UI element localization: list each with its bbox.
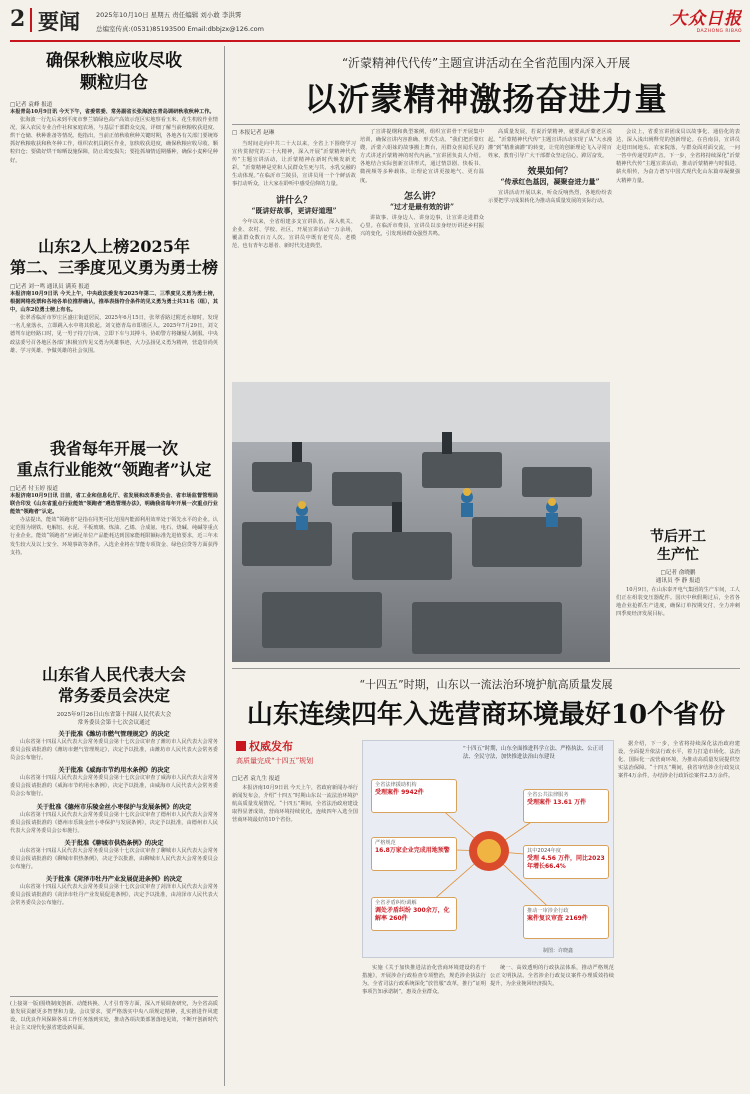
business-col3-text: 统一、高效透明的行政执法体系，推动严格规范公正文明执法。全省涉企行政复议案件办理质效持续提升，为企业挽回经济损失。 — [490, 965, 614, 988]
feature-col1-text: 当时间走向中共二十大以来，全省上下围绕学习宣传贯彻党的二十大精神，深入开展“沂蒙精神代代传”主题宣讲活动，让沂蒙精神在新时代焕发新光彩。“沂蒙精神是党和人民群众生死与共、水乳交融的生动体现。”在临沂市兰陵县，宣讲员用一个个鲜活故事打动听众，让大家在聆听中感受信仰的力量。 — [232, 141, 356, 188]
page-number: 2 — [10, 6, 26, 32]
feature-col1-quote: “既讲好故事，更讲好道理” — [251, 205, 337, 215]
feature-col4-text: 会议上，省委宣讲团成员以故事化、通俗化的表达，深入浅出阐释党的创新理论。在莒南县，宣讲员走进田间地头、农家院落，与群众面对面交流，一问一答中传递党的声音。下一步，全省将持续深化“沂蒙精神代代传”主题宣讲活动，推动沂蒙精神与时俱进、薪火相传，为奋力谱写中国式现代化山东篇章凝聚强大精神力量。 — [616, 129, 740, 184]
article-byline: □记者 刘一鸣 通讯员 满英 报道 — [10, 284, 90, 290]
contact-line: 总编室传真:(0531)85193500 Email:dbbjzx@126.com — [96, 25, 264, 33]
feature-col-4 — [616, 128, 740, 524]
feature-col-1 — [232, 128, 356, 378]
date-line: 2025年10月10日 星期五 责任编辑 刘小敢 李洪霁 — [96, 11, 242, 19]
left-column-divider — [224, 46, 225, 1086]
business-byline: □记者 袁九生 报道 — [232, 776, 280, 782]
decision-heading: 关于批准《德州市乐陵金丝小枣保护与发展条例》的决定 — [36, 803, 192, 811]
feature-col2-text: 了宣讲提纲和典型案例，组织宣讲骨干开展集中培训，确保宣讲内容准确、形式生动。“我们把沂蒙红嫂、沂蒙六姐妹的故事搬上舞台，用群众喜闻乐见的方式讲述沂蒙精神的时代内涵。”宣讲团负责人介绍。各地结合实际创新宣讲形式，通过情景剧、快板书、微视频等多种载体，让理论宣讲更接地气、更有温度。 — [360, 129, 484, 184]
header-rule — [10, 40, 740, 42]
article-byline: □记者 袁峰 报道 — [10, 102, 53, 108]
article-lead: 本报济南10月9日讯 日前，省工业和信息化厅、省发展和改革委员会、省市场监督管理局联合印发《山东省重点行业能效“领跑者”遴选管理办法》，明确我省每年开展一次重点行业能效“领跑者”认定。 — [10, 493, 218, 516]
infographic-center-text: “十四五”时期，山东全面推进科学立法、严格执法、公正司法、全民守法，加快推进法治山东建设 — [463, 746, 604, 760]
decision-sub1: 2025年9月26日山东省第十四届人民代表大会 — [56, 712, 172, 718]
article-lead: 本报济南10月9日讯 今天上午，中央政法委发布2025年第二、三季度见义勇为勇士榜，根据网络投票和各地各单位推荐确认，推举表扬符合条件的见义勇为勇士共31名（组），其中，山东2位勇士榜上有名。 — [10, 291, 218, 314]
section-title: 要闻 — [38, 9, 80, 34]
section-divider — [30, 8, 32, 32]
infographic-box-label: 全省公共法律服务 — [527, 792, 569, 798]
page-header — [0, 0, 750, 40]
logo-text: 大众日报 — [670, 9, 742, 29]
feature-title: 以沂蒙精神激扬奋进力量 — [304, 80, 668, 118]
article-energy-leader — [10, 438, 218, 658]
decision-heading: 关于批准《潍坊市燃气管理规定》的决定 — [58, 731, 170, 738]
caption-title-line1: 节后开工 — [650, 529, 706, 545]
photo-caption — [616, 528, 740, 664]
infographic-box — [371, 837, 457, 871]
infographic-box-value: 受理案件 13.61 万件 — [527, 799, 587, 806]
business-col-2 — [362, 964, 486, 1090]
decision-heading: 关于批准《菏泽市牡丹产业发展促进条例》的决定 — [45, 876, 183, 884]
decision-text: 山东省第十四届人民代表大会常务委员会第十七次会议审查了威海市人民代表大会常务委员会报请批准的《威海市节约用水条例》，决定予以批准，由威海市人民代表大会常务委员会公布施行。 — [10, 775, 218, 798]
article-npc-decisions — [10, 664, 218, 992]
article-title-line1: 我省每年开展一次 — [49, 439, 178, 458]
business-col2-text: 实施《关于加快推进法治化营商环境建设的若干措施》，开展涉企行政检查专项整治，规范涉企执法行为。全省司法行政系统深化“放管服”改革，推行“证明事项告知承诺制”，惠及企业群众。 — [362, 965, 486, 996]
infographic-box-value: 受理 4.56 万件，同比2023年增长66.4% — [527, 855, 605, 870]
feature-col1-subhead: 讲什么？ — [275, 195, 312, 206]
feature-byline: □ 本报记者 赵琳 — [232, 130, 275, 136]
article-title-line2: 第二、三季度见义勇为勇士榜 — [10, 258, 218, 277]
decision-text: 山东省第十四届人民代表大会常务委员会第十七次会议审查了聊城市人民代表大会常务委员会报请批准的《聊城市供热条例》，决定予以批准，由聊城市人民代表大会常务委员会公布施行。 — [10, 847, 218, 871]
business-col-3 — [490, 964, 614, 1090]
caption-text: 10月9日，在山东泰开电气集团的生产车间，工人们正在组装变压器配件。国庆中秋假期过后，全省各地企业抢抓生产进度，确保订单按期交付，全力冲刺四季度经济发展目标。 — [616, 587, 740, 618]
column-tag-sub: 高质量完成“十四五”规划 — [236, 757, 314, 765]
factory-photo-illustration — [232, 382, 610, 662]
feature-col-3 — [488, 128, 612, 378]
column-tag — [236, 738, 346, 770]
decision-heading: 关于批准《聊城市供热条例》的决定 — [64, 839, 164, 847]
article-byline: □记者 付玉婷 报道 — [10, 486, 58, 492]
article-title-line1: 山东2人上榜2025年 — [38, 237, 190, 256]
article-title-line1: 确保秋粮应收尽收 — [46, 51, 182, 71]
article-title-line2: 重点行业能效“领跑者”认定 — [16, 460, 212, 479]
law-infographic — [362, 740, 614, 958]
authority-icon — [236, 741, 246, 751]
decision-heading: 关于批准《威海市节约用水条例》的决定 — [58, 767, 170, 775]
infographic-box-label: 全省法律援助机构 — [375, 782, 417, 788]
article-title-line1: 山东省人民代表大会 — [41, 665, 186, 684]
feature-col3-quote: “传承红色基因，凝聚奋进力量” — [500, 177, 600, 187]
business-col-1 — [232, 774, 358, 1090]
masthead-logo — [650, 4, 742, 34]
article-heroes-list — [10, 236, 218, 432]
decision-text: 山东省第十四届人民代表大会常务委员会第十七次会议审查了菏泽市人民代表大会常务委员会报请批准的《菏泽市牡丹产业发展促进条例》，决定予以批准，由菏泽市人民代表大会常务委员会公布施行。 — [10, 884, 218, 907]
feature-col3-text: 高质量发展，若说沂蒙精神，就要从沂蒙老区说起。“沂蒙精神代代传”主题宣讲活动实现了从“大水漫灌”到“精准滴灌”的转变，让党的创新理论飞入寻常百姓家，教育引导广大干部群众坚定信心，踔厉奋发。 — [488, 129, 612, 160]
decision-list — [10, 729, 218, 907]
business-col-4 — [618, 740, 740, 1090]
article-body: 办法提出，能效“领跑者”是指在同类可比范围内能源利用效率处于领先水平的企业。认定范围为钢铁、电解铝、水泥、平板玻璃、炼油、乙烯、合成氨、电石、烧碱、纯碱等重点行业企业。能效“领跑者”应满足单位产品能耗达到国家能耗限额标准先进值要求，近三年未发生较大及以上安全、环境事故等条件。入选企业将在节能专项资金、绿色信贷等方面获得支持。 — [10, 517, 218, 556]
infographic-box — [523, 789, 609, 823]
decision-text: 山东省第十四届人民代表大会常务委员会第十七次会议审查了潍坊市人民代表大会常务委员会报请批准的《潍坊市燃气管理规定》，决定予以批准，由潍坊市人民代表大会常务委员会公布施行。 — [10, 739, 218, 762]
continued-divider — [10, 996, 218, 997]
section-divider-bottom — [232, 668, 740, 669]
feature-col3-subhead: 效果如何？ — [527, 167, 573, 178]
business-col4-text: 据介绍，下一步，全省将持续深化法治政府建设，全面提升依法行政水平，着力打造市场化、法治化、国际化一流营商环境，为推动高质量发展提供坚实法治保障。“十四五”期间，我省审结涉企行政复议案件4万余件，办结涉企行政诉讼案件2.5万余件。 — [618, 741, 740, 780]
infographic-box-label: 严格规范 — [375, 840, 396, 846]
infographic-box-value: 受理案件 9942件 — [375, 789, 424, 796]
article-lead: 本报青岛10月9日讯 今天下午，省委常委、常务副省长张海波在青岛调研秋收秋种工作。 — [10, 109, 215, 115]
feature-title-rule — [232, 124, 740, 125]
infographic-box-value: 16.8万家企业完成用地预警 — [375, 847, 450, 854]
business-kicker: “十四五”时期，山东以一流法治环境护航高质量发展 — [359, 678, 613, 691]
infographic-box-label: 其中2024年度 — [527, 848, 561, 854]
article-title-line2: 常务委员会决定 — [57, 686, 170, 705]
infographic-box — [523, 905, 609, 939]
feature-col2-subhead: 怎么讲？ — [403, 191, 440, 202]
infographic-source: 制图：许晓鑫 — [543, 948, 574, 954]
column-tag-label: 权威发布 — [249, 740, 293, 753]
infographic-box-label: 推动一审涉企行政 — [527, 908, 569, 914]
feature-col2-more: 讲故事、讲身边人、讲身边事，让宣讲走进群众心里。在临沂市费县，宣讲员以亲身经历讲述乡村振兴的变化，引发现场群众强烈共鸣。 — [360, 214, 484, 237]
feature-col3-more: 宣讲活动开展以来，听众反响热烈，各地纷纷表示要把学习成果转化为推动高质量发展的实际行动。 — [488, 190, 612, 205]
article-body: 张海波一行先后来到平度市蓼兰镇绿色高产高效示范区实地察看玉米、花生机收作业情况，深入农民专业合作社和家庭农场，与基层干部群众交流，详细了解当前秋粮收获进度、烘干仓储、秋种准备等情况。他指出，当前正值秋收秋种关键时期，各地各有关部门要统筹抓好秋粮收获和秋冬种工作，组织农机具跨区作业，加快收获进度，确保秋粮应收尽收、颗粒归仓；要做好烘干晾晒设施保障，防止霉变损失；要抢抓墒情适期播种，确保小麦种足种好。 — [10, 117, 218, 164]
infographic-box — [371, 897, 457, 931]
article-title-line2: 颗粒归仓 — [80, 73, 148, 93]
logo-sub: DAZHONG RIBAO — [696, 29, 742, 34]
decision-sub2: 常务委员会第十七次会议通过 — [77, 720, 151, 726]
business-col1-text: 本报济南10月9日讯 今天上午，省政府新闻办举行新闻发布会，介绍“十四五”时期山东以一流法治环境护航高质量发展情况。“十四五”期间，全省法治政府建设取得显著成效，营商环境持续优化，连续四年入选全国营商环境最好的10个省份。 — [232, 785, 358, 824]
infographic-box — [371, 779, 457, 813]
infographic-box-label: 全省矛盾纠纷调解 — [375, 900, 417, 906]
feature-col2-quote: “过才是最有效的讲” — [389, 201, 455, 211]
feature-kicker: “沂蒙精神代代传”主题宣讲活动在全省范围内深入开展 — [341, 56, 631, 70]
continued-text: (上接第一版)围绕制度创新、动能转换、人才引育等方面，深入开展调查研究，为全省高质量发展贡献更多智慧和力量。会议要求，要严格落实中央八项规定精神，扎实推进作风建设，以优良作风保障各项工作任务落到实处，推动各项决策部署落地见效，不断开创新时代社会主义现代化强省建设新局面。 — [10, 1001, 218, 1032]
infographic-box — [523, 845, 609, 879]
decision-text: 山东省第十四届人民代表大会常务委员会第十七次会议审查了德州市人民代表大会常务委员会报请批准的《德州市乐陵金丝小枣保护与发展条例》，决定予以批准，由德州市人民代表大会常务委员会公布施行。 — [10, 811, 218, 834]
article-body: 张翠香临沂市罗庄区盛庄街道居民。2025年6月15日，张翠香路过附近水塘时，发现一名儿童落水，立即跳入水中将其救起。刘文德青岛市即墨区人。2025年7月29日，刘文德驾车途经路口时，见一男子持刀行凶，立即下车与其搏斗，协助警方将嫌疑人制服。中央政法委号召各地区各部门积极宣传见义勇为英雄事迹，大力弘扬见义勇为精神，营造崇尚英雄、学习英雄、争做英雄的社会氛围。 — [10, 315, 218, 354]
infographic-box-value: 调处矛盾纠纷 300余万，化解率 260件 — [375, 907, 450, 922]
business-title: 山东连续四年入选营商环境最好10个省份 — [246, 700, 726, 730]
feature-col1-more: 今年以来，全省组建多支宣讲队伍，深入机关、企业、农村、学校、社区，开展宣讲活动一万余场，覆盖群众数百万人次。宣讲员中既有老党员、老模范，也有青年志愿者、新时代先进典型。 — [232, 218, 356, 249]
infographic-box-value: 案件复议审查 2169件 — [527, 915, 588, 922]
feature-col-2 — [360, 128, 484, 378]
factory-photo — [232, 382, 610, 662]
article-autumn-harvest — [10, 50, 218, 230]
caption-byline: □记者 俞晓鹏 通讯员 李 静 报道 — [655, 570, 701, 584]
caption-title-line2: 生产忙 — [657, 547, 699, 563]
